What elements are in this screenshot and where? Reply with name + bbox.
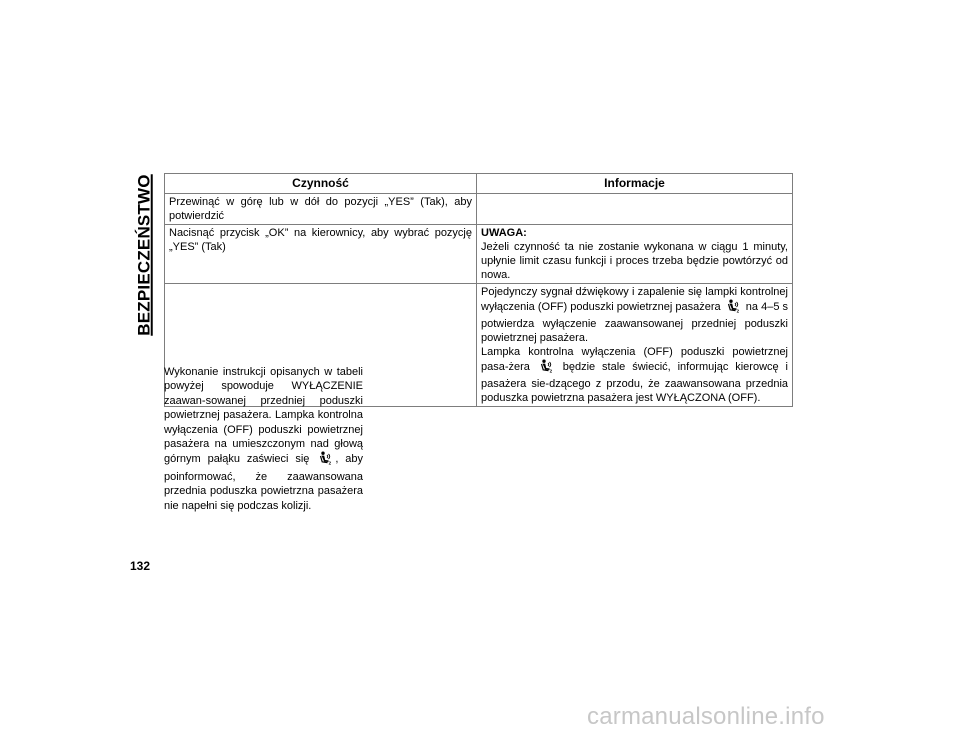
svg-text:2: 2 <box>328 461 332 466</box>
watermark: carmanualsonline.info <box>587 703 825 730</box>
info-text-a: Pojedynczy sygnał dźwiękowy i zapalenie się lampki kontrolnej wyłączenia (OFF) poduszki powietrznej pasażera <box>481 286 788 313</box>
table-header-row <box>165 174 793 194</box>
row-info-cell <box>477 284 793 407</box>
table-row <box>165 194 793 225</box>
paragraph-text-before: Wykonanie instrukcji opisanych w tabeli powyżej spowoduje WYŁĄCZENIE zaawan-sowanej przedniej poduszki powietrznej pasażera. Lampka kontrolna wyłączenia (OFF) poduszki powietrznej pasażera na umieszczonym nad głową górnym pałąku zaświeci się <box>164 366 363 466</box>
svg-text:2: 2 <box>736 308 739 313</box>
body-paragraph <box>164 365 363 513</box>
info-text-b: na 4–5 s potwierdza wyłączenie zaawansowanej przedniej poduszki powietrznej pasażera. <box>481 301 789 344</box>
passenger-airbag-off-icon <box>319 451 332 469</box>
info-text-d: będzie stale świecić, informując kierowcę i pasażera sie-dzącego z przodu, że zaawansowana przednia poduszka powietrzna pasażera jest WYŁĄCZONA (OFF). <box>481 361 788 404</box>
note-label: UWAGA: <box>481 227 527 239</box>
header-info: Informacje <box>477 174 793 194</box>
info-text-c: Lampka kontrolna wyłączenia (OFF) poduszki powietrznej pasa-żera <box>481 346 788 373</box>
section-title-text: BEZPIECZEŃSTWO <box>135 174 155 336</box>
passenger-airbag-off-icon <box>540 359 553 377</box>
row-info-cell <box>477 194 793 225</box>
row-action-cell: Przewinąć w górę lub w dół do pozycji „YES” (Tak), aby potwierdzić <box>165 194 477 225</box>
row-action-cell: Nacisnąć przycisk „OK” na kierownicy, aby wybrać pozycję „YES” (Tak) <box>165 225 477 284</box>
paragraph-text-after: , aby poinformować, że zaawansowana przednia poduszka powietrzna pasażera nie napełni się podczas kolizji. <box>164 453 363 512</box>
note-text: Jeżeli czynność ta nie zostanie wykonana w ciągu 1 minuty, upłynie limit czasu funkcji i proces trzeba będzie powtórzyć od nowa. <box>481 241 788 281</box>
row-info-cell <box>477 225 793 284</box>
svg-text:2: 2 <box>549 368 552 373</box>
page-number: 132 <box>130 559 151 573</box>
header-action: Czynność <box>165 174 477 194</box>
section-side-title <box>132 175 158 335</box>
table-row <box>165 225 793 284</box>
passenger-airbag-off-icon <box>727 299 740 317</box>
